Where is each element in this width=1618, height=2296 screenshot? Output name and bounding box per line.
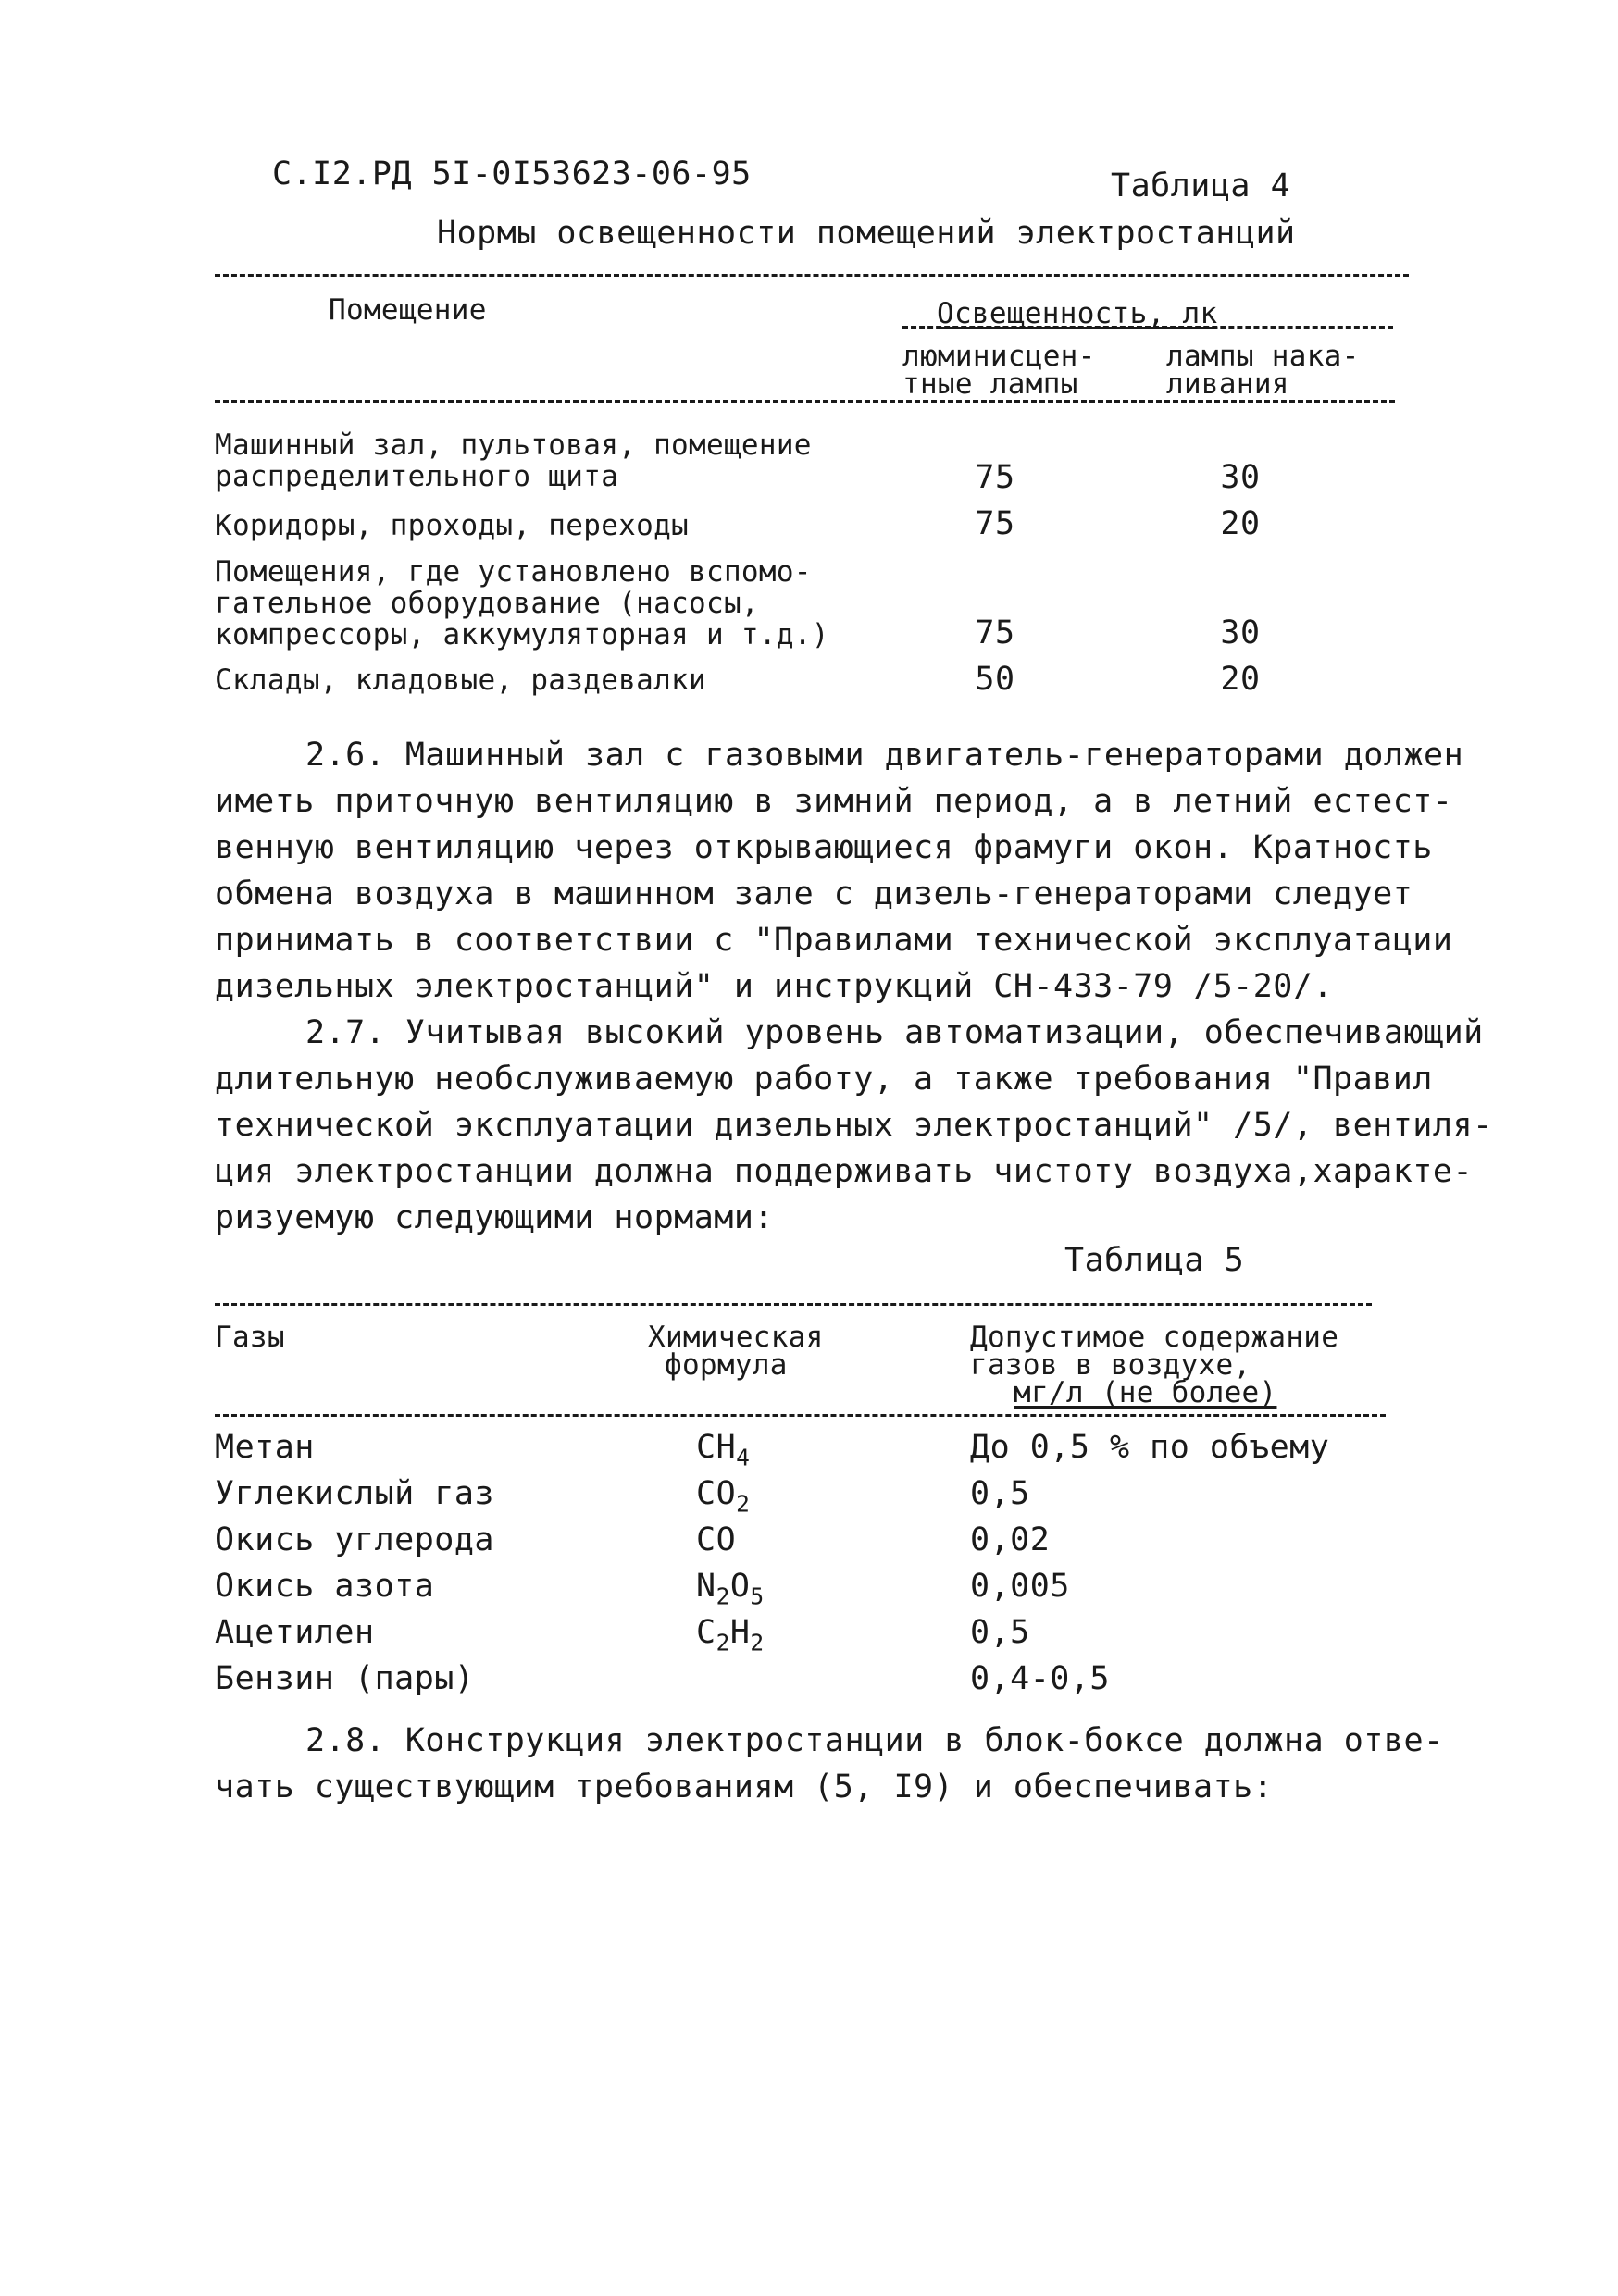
table-5-row-gas: Ацетилен (215, 1614, 375, 1651)
paragraph-line: ция электростанции должна поддерживать чистоту воздуха,характе- (215, 1153, 1474, 1190)
paragraph-line: чать существующим требованиям (5, I9) и обеспечивать: (215, 1769, 1274, 1806)
table-5-header-limit-line1: Допустимое содержание (970, 1321, 1339, 1354)
table-5-row-formula: $C_2H_2$ (696, 1614, 765, 1657)
table-4-row-3-inc: 30 (1220, 614, 1261, 652)
paragraph-line: венную вентиляцию через открывающиеся фрамуги окон. Кратность (215, 829, 1433, 866)
table-5-row-limit: До 0,5 % по объему (970, 1429, 1330, 1466)
table-4-top-rule (215, 274, 1409, 277)
paragraph-line: технической эксплуатации дизельных электростанций" /5/, вентиля- (215, 1107, 1493, 1144)
paragraph-line: иметь приточную вентиляцию в зимний период, а в летний естест- (215, 783, 1453, 820)
table-5-header-bottom-rule (215, 1414, 1386, 1417)
table-5-row-gas: Окись азота (215, 1568, 435, 1605)
table-4-row-4-lum: 50 (975, 661, 1015, 698)
table-5-label: Таблица 5 (1064, 1242, 1245, 1279)
table-4-header-inc-line2: ливания (1166, 367, 1289, 401)
table-5-row-formula: $CH_4$ (696, 1429, 751, 1471)
table-5-row-gas: Бензин (пары) (215, 1660, 475, 1697)
paragraph-line: длительную необслуживаемую работу, а также требования "Правил (215, 1061, 1433, 1098)
table-4-header-inc-line1: лампы нака- (1166, 340, 1360, 373)
table-4-header-lum-line2: тные лампы (902, 367, 1078, 401)
table-4-row-3-room: Помещения, где установлено вспомо- гательное оборудование (насосы, компрессоры, аккумуляторная и т.д.) (215, 555, 829, 652)
table-4-row-2-room: Коридоры, проходы, переходы (215, 509, 690, 542)
table-5-row-limit: 0,02 (970, 1521, 1051, 1558)
table-4-header-room: Помещение (329, 293, 487, 327)
table-5-row-limit: 0,4-0,5 (970, 1660, 1111, 1697)
table-5-header-formula-line2: формула (665, 1348, 788, 1382)
table-5-row-limit: 0,5 (970, 1614, 1030, 1651)
table-4-row-2-inc: 20 (1220, 505, 1261, 542)
paragraph-line: принимать в соответствии с "Правилами технической эксплуатации (215, 922, 1453, 959)
table-5-row-gas: Окись углерода (215, 1521, 495, 1558)
paragraph-line: 2.6. Машинный зал с газовыми двигатель-генераторами должен (305, 737, 1464, 774)
table-5-header-limit-line3: мг/л (не более) (1014, 1376, 1277, 1409)
table-4-title: Нормы освещенности помещений электростанций (437, 215, 1296, 252)
table-4-row-4-inc: 20 (1220, 661, 1261, 698)
table-5-row-limit: 0,005 (970, 1568, 1070, 1605)
table-5-row-limit: 0,5 (970, 1475, 1030, 1512)
paragraph-line: 2.7. Учитывая высокий уровень автоматизации, обеспечивающий (305, 1014, 1484, 1051)
table-5-row-formula: CO (696, 1521, 737, 1558)
document-code: С.I2.РД 5I-0I53623-06-95 (272, 155, 752, 192)
table-4-row-4-room: Склады, кладовые, раздевалки (215, 664, 706, 697)
table-4-label: Таблица 4 (1111, 168, 1291, 205)
table-4-row-2-lum: 75 (975, 505, 1015, 542)
table-5-header-formula-line1: Химическая (648, 1321, 824, 1354)
table-4-header-lum-line1: люминисцен- (902, 340, 1096, 373)
table-5-row-formula: $N_2O_5$ (696, 1568, 765, 1610)
table-4-header-bottom-rule (215, 400, 1395, 403)
table-5-header-gas: Газы (215, 1321, 285, 1354)
table-4-row-1-inc: 30 (1220, 459, 1261, 496)
table-5-row-gas: Углекислый газ (215, 1475, 495, 1512)
table-4-row-1-room: Машинный зал, пультовая, помещение распределительного щита (215, 428, 812, 493)
table-5-header-limit-line2: газов в воздухе, (970, 1348, 1251, 1382)
paragraph-line: дизельных электростанций" и инструкций СН-433-79 /5-20/. (215, 968, 1334, 1005)
table-4-row-1-lum: 75 (975, 459, 1015, 496)
table-5-top-rule (215, 1303, 1372, 1306)
table-4-row-3-lum: 75 (975, 614, 1015, 652)
table-5-row-gas: Метан (215, 1429, 315, 1466)
paragraph-line: 2.8. Конструкция электростанции в блок-боксе должна отве- (305, 1722, 1444, 1759)
paragraph-line: ризуемую следующими нормами: (215, 1199, 775, 1236)
table-4-header-mid-rule (902, 326, 1393, 329)
paragraph-line: обмена воздуха в машинном зале с дизель-генераторами следует (215, 875, 1413, 912)
table-4-header-illuminance: Освещенность, лк (937, 297, 1218, 330)
table-5-row-formula: $CO_2$ (696, 1475, 751, 1518)
